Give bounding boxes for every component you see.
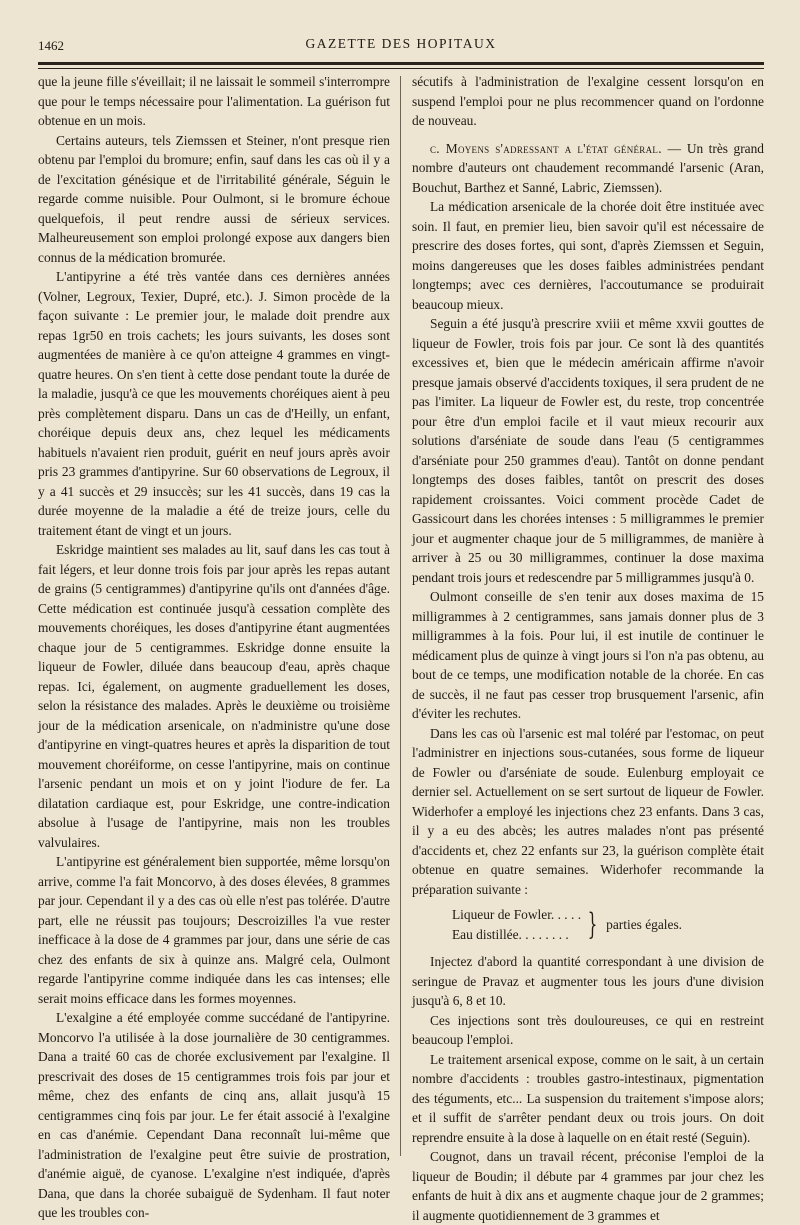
page-number: 1462	[38, 38, 64, 53]
right-column	[412, 72, 764, 1225]
header-rule-thick	[38, 62, 764, 65]
paragraph: sécutifs à l'administration de l'exalgine cessent lorsqu'on en suspend l'emploi pour ne plus recommencer quand on l'ordonne de nouveau.	[412, 74, 764, 128]
page-header	[38, 32, 764, 62]
section-text: Un très grand nombre d'auteurs ont chaudement recommandé l'arsenic (Aran, Bouchut, Barthez et Sanné, Labric, Ziemssen).	[412, 140, 764, 195]
paragraph: Eskridge maintient ses malades au lit, sauf dans les cas tout à fait légers, et leur donne trois fois par jour après les repas autant de grains (5 centigrammes) d'antipyrine qu'ils ont d'années d'âge. Cette médication est continuée jusqu'à cessation complète des mouvements choréiques, les doses d'antipyrine étant augmentées chaque jour de 5 centigrammes. Eskridge donne ensuite la liqueur de Fowler, diluée dans beaucoup d'eau, après chaque repas. Ici, également, on augmente graduellement les doses, selon la résistance des malades. Après le deuxième ou troisième jour de la médication arsenicale, on n'administre qu'une dose d'antipyrine en vingt-quatres heures et après la disparition de tout mouvement choréiforme, on cesse l'antipyrine, mais on continue l'arsenic pendant un mois et on y joint l'iodure de fer. La dilatation cardiaque est, pour Eskridge, une contre-indication absolue à l'usage de l'antipyrine, mais non les troubles valvulaires.	[38, 542, 390, 850]
formula-line: Liqueur de Fowler. . . . .	[452, 907, 582, 922]
paragraph: que la jeune fille s'éveillait; il ne laissait le sommeil s'interrompre que pour le temps nécessaire pour l'alimentation. La guérison fut obtenue en un mois.	[38, 74, 390, 128]
formula-result: parties égales.	[606, 916, 683, 932]
paragraph: Ces injections sont très douloureuses, ce qui en restreint beaucoup l'emploi.	[412, 1012, 764, 1047]
paragraph: Seguin a été jusqu'à prescrire xviii et même xxvii gouttes de liqueur de Fowler, trois fois par jour. Ce sont là des quantités excessives et, bien que le médecin américain affirme n'avoir presque jamais observé d'accidents toxiques, il sera prudent de ne pas l'imiter. La liqueur de Fowler est, du reste, trop concentrée pour être d'un emploi facile et il vaut mieux recourir aux solutions d'arséniate de soude dans l'eau (5 centigrammes d'arséniate pour 250 grammes d'eau). Tantôt on donne pendant longtemps des doses faibles, tantôt on prescrit des doses rapidement croissantes. Voici comment procède Cadet de Gassicourt dans les chorées intenses : 5 milligrammes le premier jour et augmenter chaque jour de 5 milligrammes, de manière à arriver à 25 ou 30 milligrammes, continuer la dose maxima pendant trois jours et redescendre par 5 milligrammes jusqu'à 0.	[412, 316, 764, 585]
paragraph: L'exalgine a été employée comme succédané de l'antipyrine. Moncorvo l'a utilisée à la dose journalière de 30 centigrammes. Dana a traité 60 cas de chorée exclusivement par l'exalgine. Il prescrivait des doses de 15 centigrammes trois fois par jour et même, chez des enfants de cinq ans, allait jusqu'à 15 centigrammes cinq fois par jour. Le fer était associé à l'exalgine en cas d'anémie. Cependant Dana reconnaît lui-même que l'administration de l'exalgine peut être suivie de prostration, d'anémie aiguë, de cyanose. L'exalgine n'est indiquée, d'après Dana, que dans la chorée subaiguë de Sydenham. Il faut noter que les troubles con-	[38, 1010, 390, 1220]
paragraph: Cougnot, dans un travail récent, préconise l'emploi de la liqueur de Boudin; il débute par 4 grammes par jour chez les enfants de huit à dix ans et augmente chaque jour de 2 grammes; il augmente quotidiennement de 3 grammes et	[412, 1149, 764, 1223]
paragraph: La médication arsenicale de la chorée doit être instituée avec soin. Il faut, en premier lieu, bien savoir qu'il est nécessaire de prescrire des doses fortes, qui sont, d'après Ziemssen et Seguin, moins dangereuses que les doses faibles administrées pendant longtemps; avec ces dernières, l'accoutumance se produirait beaucoup mieux.	[412, 199, 764, 312]
paragraph: Injectez d'abord la quantité correspondant à une division de seringue de Pravaz et augmenter tous les jours d'une division jusqu'à 6, 8 et 10.	[412, 954, 764, 1008]
paragraph: Le traitement arsenical expose, comme on le sait, à un certain nombre d'accidents : troubles gastro-intestinaux, pigmentation des téguments, etc... La suspension du traitement s'impose alors; et il suffit de s'arrêter pendant deux ou trois jours. On doit reprendre ensuite à la dose à laquelle on en était resté (Seguin).	[412, 1051, 764, 1145]
prescription-formula	[452, 905, 764, 944]
left-column	[38, 72, 390, 1223]
section-heading: c. Moyens s'adressant a l'état général. —	[430, 140, 682, 156]
paragraph: Certains auteurs, tels Ziemssen et Steiner, n'ont presque rien obtenu par l'emploi du bromure; enfin, sauf dans les cas où il y a de l'excitation génésique et de l'irritabilité générale, Séguin le regarde comme nuisible. Pour Oulmont, si le bromure échoue quelquefois, il peut rendre aussi de sérieux services. Malheureusement son emploi prolongé expose aux dangers bien connus de la médication bromurée.	[38, 132, 390, 265]
formula-line: Eau distillée. . . . . . . .	[452, 926, 569, 942]
column-divider	[400, 76, 401, 1156]
running-title: GAZETTE DES HOPITAUX	[305, 36, 497, 51]
section-paragraph	[412, 139, 764, 198]
paragraph: Dans les cas où l'arsenic est mal toléré par l'estomac, on peut l'administrer en injections sous-cutanées, sous forme de liqueur de Fowler ou d'arséniate de soude. Eulenburg employait ce dernier sel. Actuellement on se sert surtout de liqueur de Fowler. Widerhofer a employé les injections chez 23 enfants. Dans 3 cas, il y a eu des abcès; les autres malades n'ont pas présenté d'accidents et, chez 22 enfants sur 23, la guérison complète était obtenue en quatre semaines. Widerhofer recommande la préparation suivante :	[412, 725, 764, 897]
paragraph: L'antipyrine est généralement bien supportée, même lorsqu'on arrive, comme l'a fait Moncorvo, à des doses élevées, 8 grammes par jour. Cependant il y a des cas où elle n'est pas tolérée. D'autre part, elle ne réussit pas toujours; Descroizilles l'a vue rester inefficace à la dose de 4 grammes par jour, dans une série de cas chez des enfants de six à quinze ans. Malgré cela, Oulmont regarde l'antipyrine comme indiquée dans les cas intenses; elle serait moins efficace dans les formes moyennes.	[38, 854, 390, 1006]
header-rule-thin	[38, 68, 764, 69]
paragraph: L'antipyrine a été très vantée dans ces dernières années (Volner, Legroux, Texier, Dupré, etc.). J. Simon procède de la façon suivante : Le premier jour, le malade doit prendre aux repas 1gr50 en trois cachets; les jours suivants, les doses sont augmentées de manière à ce qu'on atteigne 4 grammes en vingt-quatre heures. On s'en tient à cette dose pendant toute la durée de la maladie, jusqu'à ce que les mouvements choréiques aient à peu près complètement disparu. Dans un cas de d'Heilly, un enfant, choréique depuis deux ans, chez lequel les médicaments habituels n'avaient rien produit, guérit en neuf jours après avoir pris 23 grammes d'antipyrine. Sur 60 observations de Legroux, il y a 41 succès et 29 insuccès; sur les 41 succès, dans 19 cas la durée moyenne de la maladie a été de treize jours, celle du traitement étant de vingt et un jours.	[38, 269, 390, 538]
brace-symbol: }	[587, 906, 598, 942]
paragraph: Oulmont conseille de s'en tenir aux doses maxima de 15 milligrammes à 2 centigrammes, sans jamais donner plus de 3 milligrammes à la fois. Pour lui, il est inutile de continuer le médicament plus de quinze à vingt jours si l'on n'a pas obtenu, au bout de ce temps, une modification notable de la chorée. En cas de succès, il ne faut pas cesser trop brusquement l'arsenic, afin d'éviter les rechutes.	[412, 589, 764, 721]
